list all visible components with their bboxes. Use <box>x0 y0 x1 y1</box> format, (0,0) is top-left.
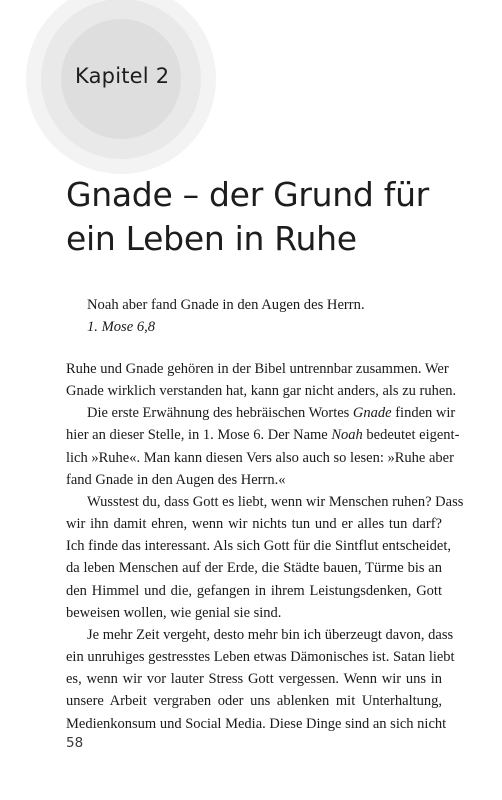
text-line: beweisen wollen, wie genial sie sind. <box>66 604 282 621</box>
text-line: Medienkonsum und Social Media. Diese Dinge sind an sich nicht <box>66 715 447 732</box>
text-line: Ich finde das interessant. Als sich Gott für die Sintflut entscheidet, <box>66 538 451 555</box>
chapter-title <box>66 173 486 261</box>
text-line: Ruhe und Gnade gehören in der Bibel untrennbar zusammen. Wer <box>66 361 449 377</box>
body-text <box>66 358 464 735</box>
text-line: Je mehr Zeit vergeht, desto mehr bin ich überzeugt davon, dass <box>87 626 454 643</box>
page-number: 58 <box>66 735 84 751</box>
text-line: hier an dieser Stelle, in 1. Mose 6. Der Name Noah bedeutet eigent- <box>66 427 460 444</box>
chapter-title-line: ein Leben in Ruhe <box>66 219 357 258</box>
epigraph-reference: 1. Mose 6,8 <box>87 319 156 335</box>
text-line: Wusstest du, dass Gott es liebt, wenn wir Menschen ruhen? Dass <box>87 493 464 510</box>
text-line: fand Gnade in den Augen des Herrn.« <box>66 471 286 488</box>
epigraph <box>87 294 365 338</box>
text-line: den Himmel und die, gefangen in ihrem Leistungsdenken, Gott <box>66 582 442 599</box>
text-line: unsere Arbeit vergraben oder uns ablenken mit Unterhaltung, <box>66 693 442 710</box>
chapter-label: Kapitel 2 <box>75 64 170 88</box>
chapter-title-line: Gnade – der Grund für <box>66 175 429 214</box>
text-line: da leben Menschen auf der Erde, die Städte bauen, Türme bis an <box>66 560 442 577</box>
text-line: lich »Ruhe«. Man kann diesen Vers also auch so lesen: »Ruhe aber <box>66 449 454 466</box>
text-line: wir ihn damit ehren, wenn wir nichts tun und er alles tun darf? <box>66 516 442 533</box>
text-line: Gnade wirklich verstanden hat, kann gar nicht anders, als zu ruhen. <box>66 383 457 400</box>
text-line: ein unruhiges gestresstes Leben etwas Dämonisches ist. Satan liebt <box>66 649 455 666</box>
epigraph-quote: Noah aber fand Gnade in den Augen des Herrn. <box>87 297 365 313</box>
text-line: Die erste Erwähnung des hebräischen Wortes Gnade finden wir <box>87 405 456 422</box>
emphasis-gnade: Gnade <box>352 405 392 422</box>
text-line: es, wenn wir vor lauter Stress Gott vergessen. Wenn wir uns in <box>66 671 442 688</box>
emphasis-noah: Noah <box>331 427 363 444</box>
